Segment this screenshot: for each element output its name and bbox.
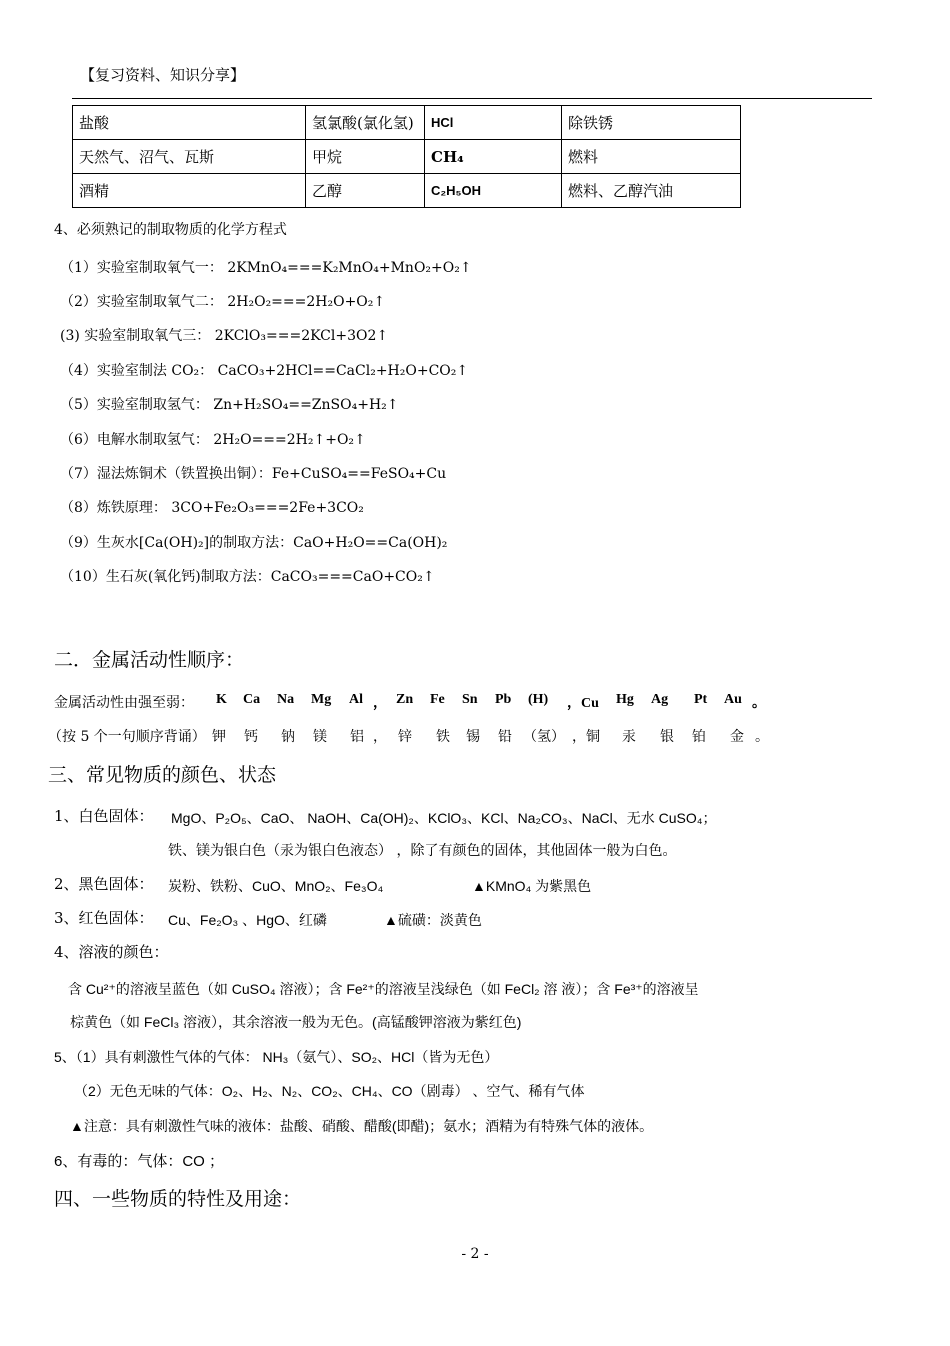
equation-9: （9）生灰水[Ca(OH)₂]的制取方法：CaO+H₂O==Ca(OH)₂ xyxy=(60,535,448,551)
metal-symbol: Sn xyxy=(462,692,478,707)
metal-cn-name: 锡 xyxy=(466,729,480,745)
table-row xyxy=(73,174,741,208)
metals-mnemonic-intro: （按 5 个一句顺序背诵） xyxy=(48,729,206,745)
table-cell: 酒精 xyxy=(73,174,306,208)
odorless-gas-line: （2）无色无味的气体：O₂、H₂、N₂、CO₂、CH₄、CO（剧毒） 、空气、稀有气体 xyxy=(74,1083,585,1099)
metal-symbol: 。 xyxy=(752,696,766,711)
equation-2: （2）实验室制取氧气二： 2H₂O₂===2H₂O+O₂↑ xyxy=(60,294,386,310)
white-solid-label: 1、白色固体： xyxy=(54,807,154,825)
table-cell: CH₄ xyxy=(425,140,562,174)
metal-symbol: Zn xyxy=(396,692,414,707)
table-row xyxy=(73,106,741,140)
metal-cn-name: 。 xyxy=(755,729,769,745)
solution-color-line2: 棕黄色（如 FeCl₃ 溶液），其余溶液一般为无色。(高锰酸钾溶液为紫红色) xyxy=(70,1014,522,1030)
table-cell: 天然气、沼气、瓦斯 xyxy=(73,140,306,174)
equation-4: （4）实验室制法 CO₂： CaCO₃+2HCl==CaCl₂+H₂O+CO₂↑ xyxy=(60,363,469,379)
equation-1: （1）实验室制取氧气一： 2KMnO₄===K₂MnO₄+MnO₂+O₂↑ xyxy=(60,260,472,276)
metal-cn-name: 锌 xyxy=(398,729,412,745)
metal-cn-name: 钠 xyxy=(281,729,295,745)
white-solid-note: 铁、镁为银白色（汞为银白色液态） ，除了有颜色的固体，其他固体一般为白色。 xyxy=(168,843,677,859)
black-solid-label: 2、黑色固体： xyxy=(54,875,154,893)
metal-symbol: K xyxy=(216,692,227,707)
metal-cn-name: 铂 xyxy=(692,729,706,745)
metal-cn-name: ，铜 xyxy=(572,729,600,745)
equation-3: (3) 实验室制取氧气三： 2KClO₃===2KCl+3O2↑ xyxy=(60,328,389,344)
metal-symbol: ， xyxy=(373,696,387,711)
white-solid-list: MgO、P₂O₅、CaO、 NaOH、Ca(OH)₂、KClO₃、KCl、Na₂CO₃、NaCl、无水 CuSO₄； xyxy=(171,810,717,826)
metal-symbol: Hg xyxy=(616,692,634,707)
metal-symbol: Mg xyxy=(311,692,332,707)
solution-color-line1: 含 Cu²⁺的溶液呈蓝色（如 CuSO₄ 溶液）；含 Fe²⁺的溶液呈浅绿色（如 FeCl₂ 溶 液）；含 Fe³⁺的溶液呈 xyxy=(68,981,699,997)
metal-cn-name: ， xyxy=(373,729,387,745)
table-cell: HCl xyxy=(425,106,562,140)
metal-cn-name: 铝 xyxy=(350,729,364,745)
metal-cn-name: 镁 xyxy=(313,729,327,745)
table-row xyxy=(73,140,741,174)
pungent-liquid-note: ▲注意：具有刺激性气味的液体：盐酸、硝酸、醋酸(即醋)；氨水；酒精为有特殊气体的液体。 xyxy=(70,1118,654,1134)
section-properties-title: 四、一些物质的特性及用途： xyxy=(54,1188,302,1210)
red-solid-label: 3、红色固体： xyxy=(54,909,154,927)
metal-symbol: Na xyxy=(277,692,295,707)
pungent-gas-line: 5、（1）具有刺激性气体的气体： NH₃（氨气）、SO₂、HCl（皆为无色） xyxy=(54,1049,499,1065)
section-colors-title: 三、常见物质的颜色、状态 xyxy=(48,764,277,786)
equation-10: （10）生石灰(氧化钙)制取方法：CaCO₃===CaO+CO₂↑ xyxy=(60,569,435,585)
equation-5: （5）实验室制取氢气： Zn+H₂SO₄==ZnSO₄+H₂↑ xyxy=(60,397,399,413)
table-cell: 乙醇 xyxy=(306,174,425,208)
toxic-gas-line: 6、有毒的：气体：CO ； xyxy=(54,1153,225,1170)
metal-symbol: Ca xyxy=(243,692,261,707)
table-cell: 燃料、乙醇汽油 xyxy=(562,174,741,208)
table-cell: C₂H₅OH xyxy=(425,174,562,208)
metal-symbol: Al xyxy=(349,692,363,707)
metal-symbol: Pt xyxy=(694,692,708,707)
black-solid-list: 炭粉、铁粉、CuO、MnO₂、Fe₃O₄ xyxy=(168,878,384,894)
header-rule xyxy=(72,98,872,99)
table-cell: 盐酸 xyxy=(73,106,306,140)
metal-cn-name: 金 xyxy=(730,729,744,745)
equations-title: 4、必须熟记的制取物质的化学方程式 xyxy=(54,222,287,238)
equation-6: （6）电解水制取氢气： 2H₂O===2H₂↑+O₂↑ xyxy=(60,432,366,448)
table-cell: 燃料 xyxy=(562,140,741,174)
metals-intro: 金属活动性由强至弱： xyxy=(54,695,194,711)
equation-8: （8）炼铁原理： 3CO+Fe₂O₃===2Fe+3CO₂ xyxy=(60,500,364,516)
metal-symbol: ，Cu xyxy=(567,696,599,711)
section-metal-activity-title: 二．金属活动性顺序： xyxy=(54,649,245,671)
equation-7: （7）湿法炼铜术（铁置换出铜）：Fe+CuSO₄==FeSO₄+Cu xyxy=(60,466,447,482)
metal-cn-name: （氢） xyxy=(523,729,565,745)
red-solid-note: ▲硫磺：淡黄色 xyxy=(384,912,482,928)
metal-cn-name: 铅 xyxy=(498,729,512,745)
metal-symbol: (H) xyxy=(528,692,549,707)
table-cell: 氢氯酸(氯化氢) xyxy=(306,106,425,140)
metal-cn-name: 铁 xyxy=(436,729,450,745)
black-solid-note: ▲KMnO₄ 为紫黑色 xyxy=(472,878,592,894)
metal-cn-name: 钙 xyxy=(244,729,258,745)
substance-table xyxy=(72,105,741,208)
metal-symbol: Pb xyxy=(495,692,512,707)
metal-symbol: Fe xyxy=(430,692,445,707)
solution-color-label: 4、溶液的颜色： xyxy=(54,943,169,961)
metal-symbol: Au xyxy=(724,692,742,707)
table-cell: 除铁锈 xyxy=(562,106,741,140)
metal-symbol: Ag xyxy=(651,692,669,707)
metal-cn-name: 银 xyxy=(660,729,674,745)
table-cell: 甲烷 xyxy=(306,140,425,174)
metal-cn-name: 汞 xyxy=(622,729,636,745)
red-solid-list: Cu、Fe₂O₃ 、HgO、红磷 xyxy=(168,912,327,928)
page-number: - 2 - xyxy=(461,1246,489,1262)
metal-cn-name: 钾 xyxy=(212,729,226,745)
page-header: 【复习资料、知识分享】 xyxy=(80,66,246,84)
